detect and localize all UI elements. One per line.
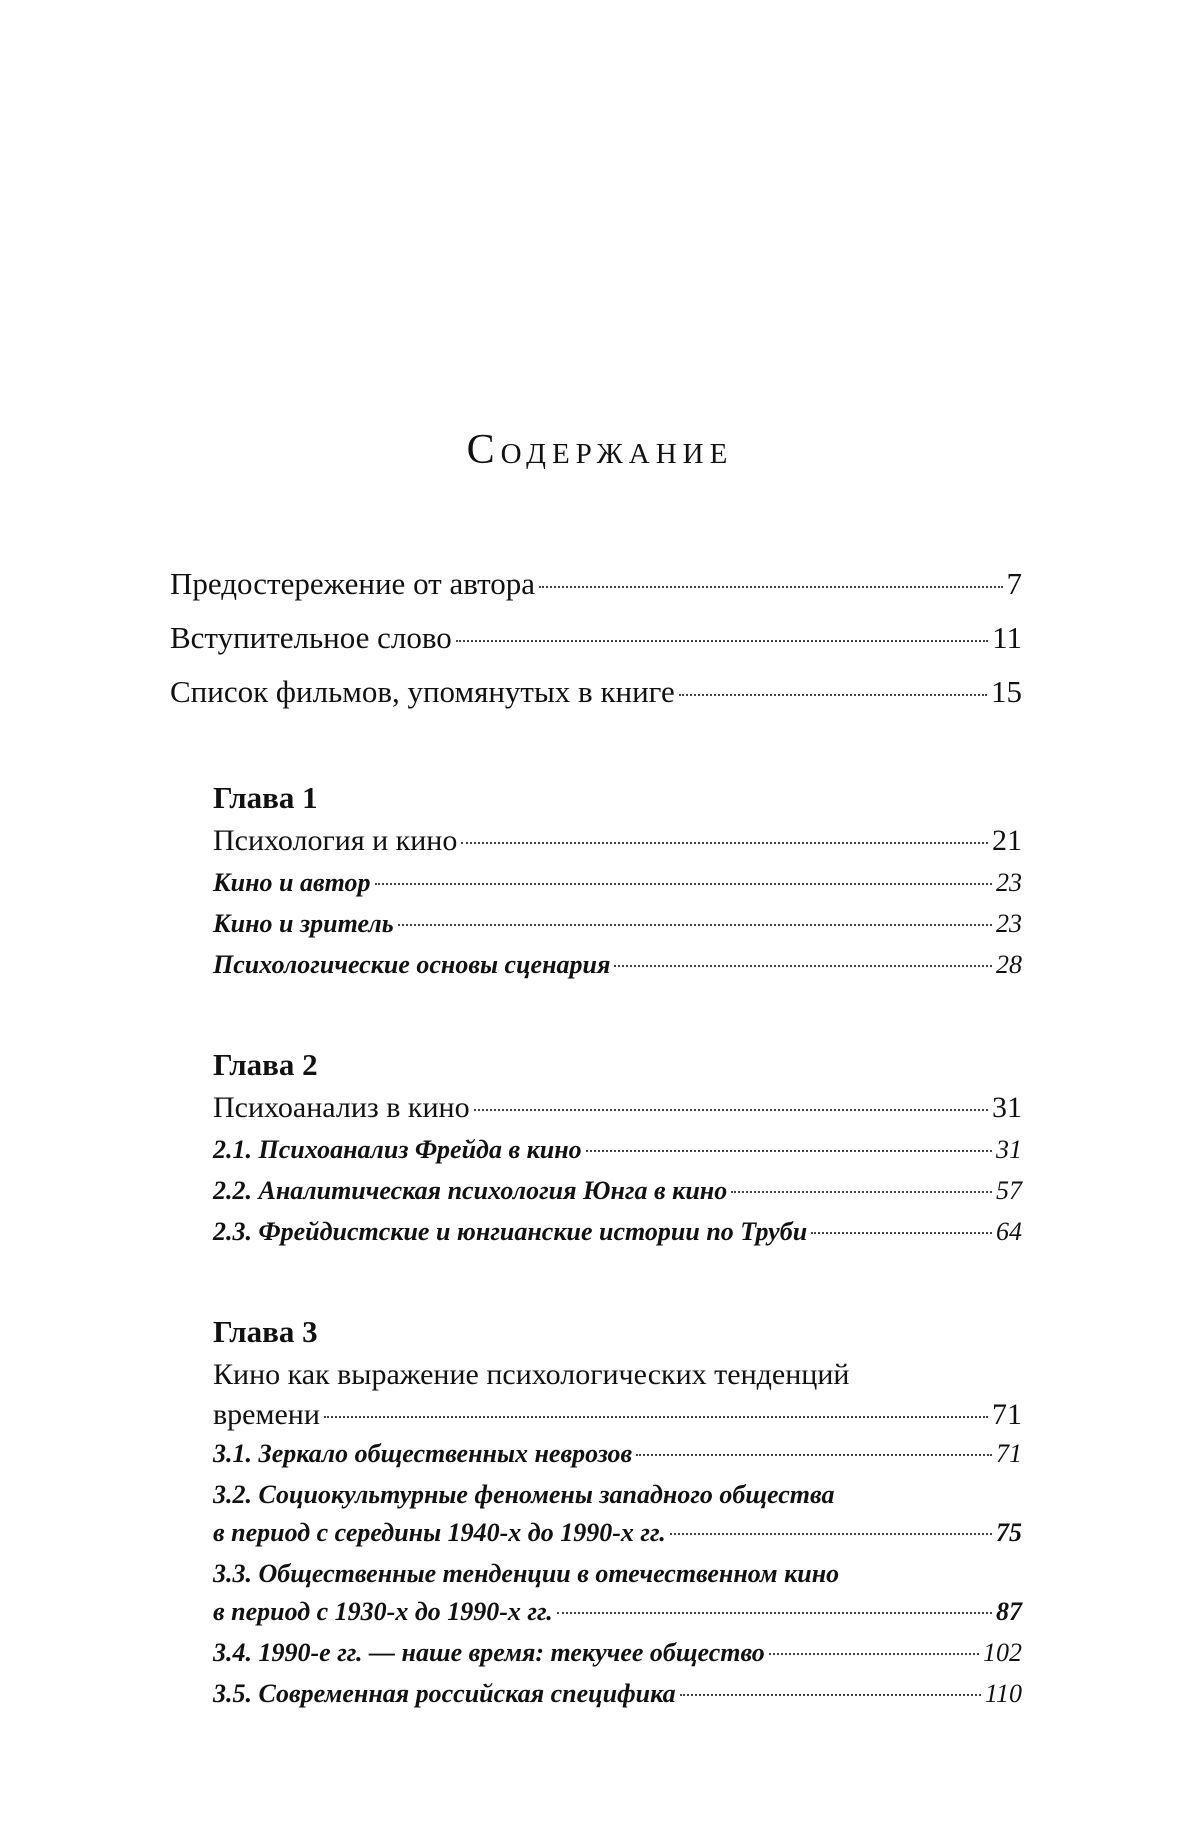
dot-leader xyxy=(731,1191,992,1193)
toc-entry-label-line2: в период с середины 1940-х до 1990-х гг. xyxy=(213,1518,666,1547)
page-title: Содержание xyxy=(466,427,734,473)
toc-entry[interactable] xyxy=(213,1559,1022,1638)
toc-entry[interactable] xyxy=(213,1439,1022,1480)
toc-entry-label: Список фильмов, упомянутых в книге xyxy=(170,674,675,709)
toc-entry-label: Психоанализ в кино xyxy=(213,1091,470,1124)
dot-leader xyxy=(557,1612,992,1614)
toc-entry[interactable] xyxy=(213,950,1022,991)
dot-leader xyxy=(614,965,992,967)
chapter-heading: Глава 2 xyxy=(213,1047,318,1082)
toc-page-number: 102 xyxy=(983,1638,1022,1667)
toc-entry-label: 3.5. Современная российская специфика xyxy=(213,1679,676,1708)
toc-page-number: 31 xyxy=(992,1091,1022,1124)
toc-entry-label-line2: времени xyxy=(213,1398,320,1431)
toc-page-number: 23 xyxy=(996,909,1022,938)
toc-entry-label: Вступительное слово xyxy=(170,620,452,655)
toc-entry-label: Кино и автор xyxy=(213,868,371,897)
toc-entry-label-line1: 3.3. Общественные тенденции в отечественном кино xyxy=(213,1559,840,1588)
toc-page-number: 87 xyxy=(996,1597,1022,1626)
dot-leader xyxy=(456,640,988,642)
dot-leader xyxy=(586,1150,992,1152)
toc-page-number: 57 xyxy=(996,1176,1022,1205)
chapter-heading: Глава 1 xyxy=(213,780,318,815)
toc-entry[interactable] xyxy=(213,1176,1022,1217)
dot-leader xyxy=(398,924,992,926)
toc-entry[interactable] xyxy=(213,1638,1022,1679)
toc-entry-label-line1: 3.2. Социокультурные феномены западного общества xyxy=(213,1480,835,1509)
toc-page-number: 23 xyxy=(996,868,1022,897)
toc-entry[interactable] xyxy=(213,824,1022,868)
toc-entry[interactable] xyxy=(213,909,1022,950)
dot-leader xyxy=(636,1454,992,1456)
toc-page-number: 71 xyxy=(996,1439,1022,1468)
toc-page-number: 15 xyxy=(991,674,1022,709)
toc-entry-label: 2.3. Фрейдистские и юнгианские истории по Труби xyxy=(213,1217,808,1246)
toc-entry-label: 3.1. Зеркало общественных неврозов xyxy=(213,1439,633,1468)
dot-leader xyxy=(539,586,1003,588)
dot-leader xyxy=(670,1533,992,1535)
dot-leader xyxy=(811,1232,992,1234)
toc-page-number: 75 xyxy=(996,1518,1022,1547)
toc-page-number: 28 xyxy=(996,950,1022,979)
toc-entry[interactable] xyxy=(213,1135,1022,1176)
toc-entry[interactable] xyxy=(213,1358,1022,1439)
toc-entry[interactable] xyxy=(213,1217,1022,1258)
dot-leader xyxy=(680,1694,981,1696)
table-of-contents xyxy=(170,566,1022,1720)
toc-entry[interactable] xyxy=(213,868,1022,909)
dot-leader xyxy=(324,1416,988,1418)
toc-entry-label-line2: в период с 1930-х до 1990-х гг. xyxy=(213,1597,553,1626)
toc-entry[interactable] xyxy=(213,1091,1022,1135)
toc-entry[interactable] xyxy=(170,674,1022,728)
toc-entry[interactable] xyxy=(170,566,1022,620)
toc-page-number: 71 xyxy=(992,1398,1022,1431)
toc-page-number: 21 xyxy=(992,824,1022,857)
toc-entry-label-line1: Кино как выражение психологических тенденций xyxy=(213,1358,850,1391)
toc-entry-label: Кино и зритель xyxy=(213,909,394,938)
toc-entry-label: Предостережение от автора xyxy=(170,566,535,601)
toc-entry-label: Психологические основы сценария xyxy=(213,950,611,979)
toc-page-number: 7 xyxy=(1006,566,1022,601)
toc-page-number: 11 xyxy=(992,620,1022,655)
dot-leader xyxy=(474,1109,988,1111)
dot-leader xyxy=(679,694,987,696)
toc-entry-label: 3.4. 1990-е гг. — наше время: текучее общество xyxy=(213,1638,765,1667)
toc-entry[interactable] xyxy=(170,620,1022,674)
toc-entry-label: Психология и кино xyxy=(213,824,458,857)
dot-leader xyxy=(375,883,993,885)
toc-page-number: 110 xyxy=(984,1679,1022,1708)
toc-entry-label: 2.1. Психоанализ Фрейда в кино xyxy=(213,1135,582,1164)
toc-entry-label: 2.2. Аналитическая психология Юнга в кино xyxy=(213,1176,728,1205)
dot-leader xyxy=(769,1653,979,1655)
toc-entry[interactable] xyxy=(213,1480,1022,1559)
toc-entry[interactable] xyxy=(213,1679,1022,1720)
dot-leader xyxy=(461,842,988,844)
chapter-heading: Глава 3 xyxy=(213,1314,318,1349)
toc-page-number: 64 xyxy=(996,1217,1022,1246)
toc-page-number: 31 xyxy=(996,1135,1022,1164)
